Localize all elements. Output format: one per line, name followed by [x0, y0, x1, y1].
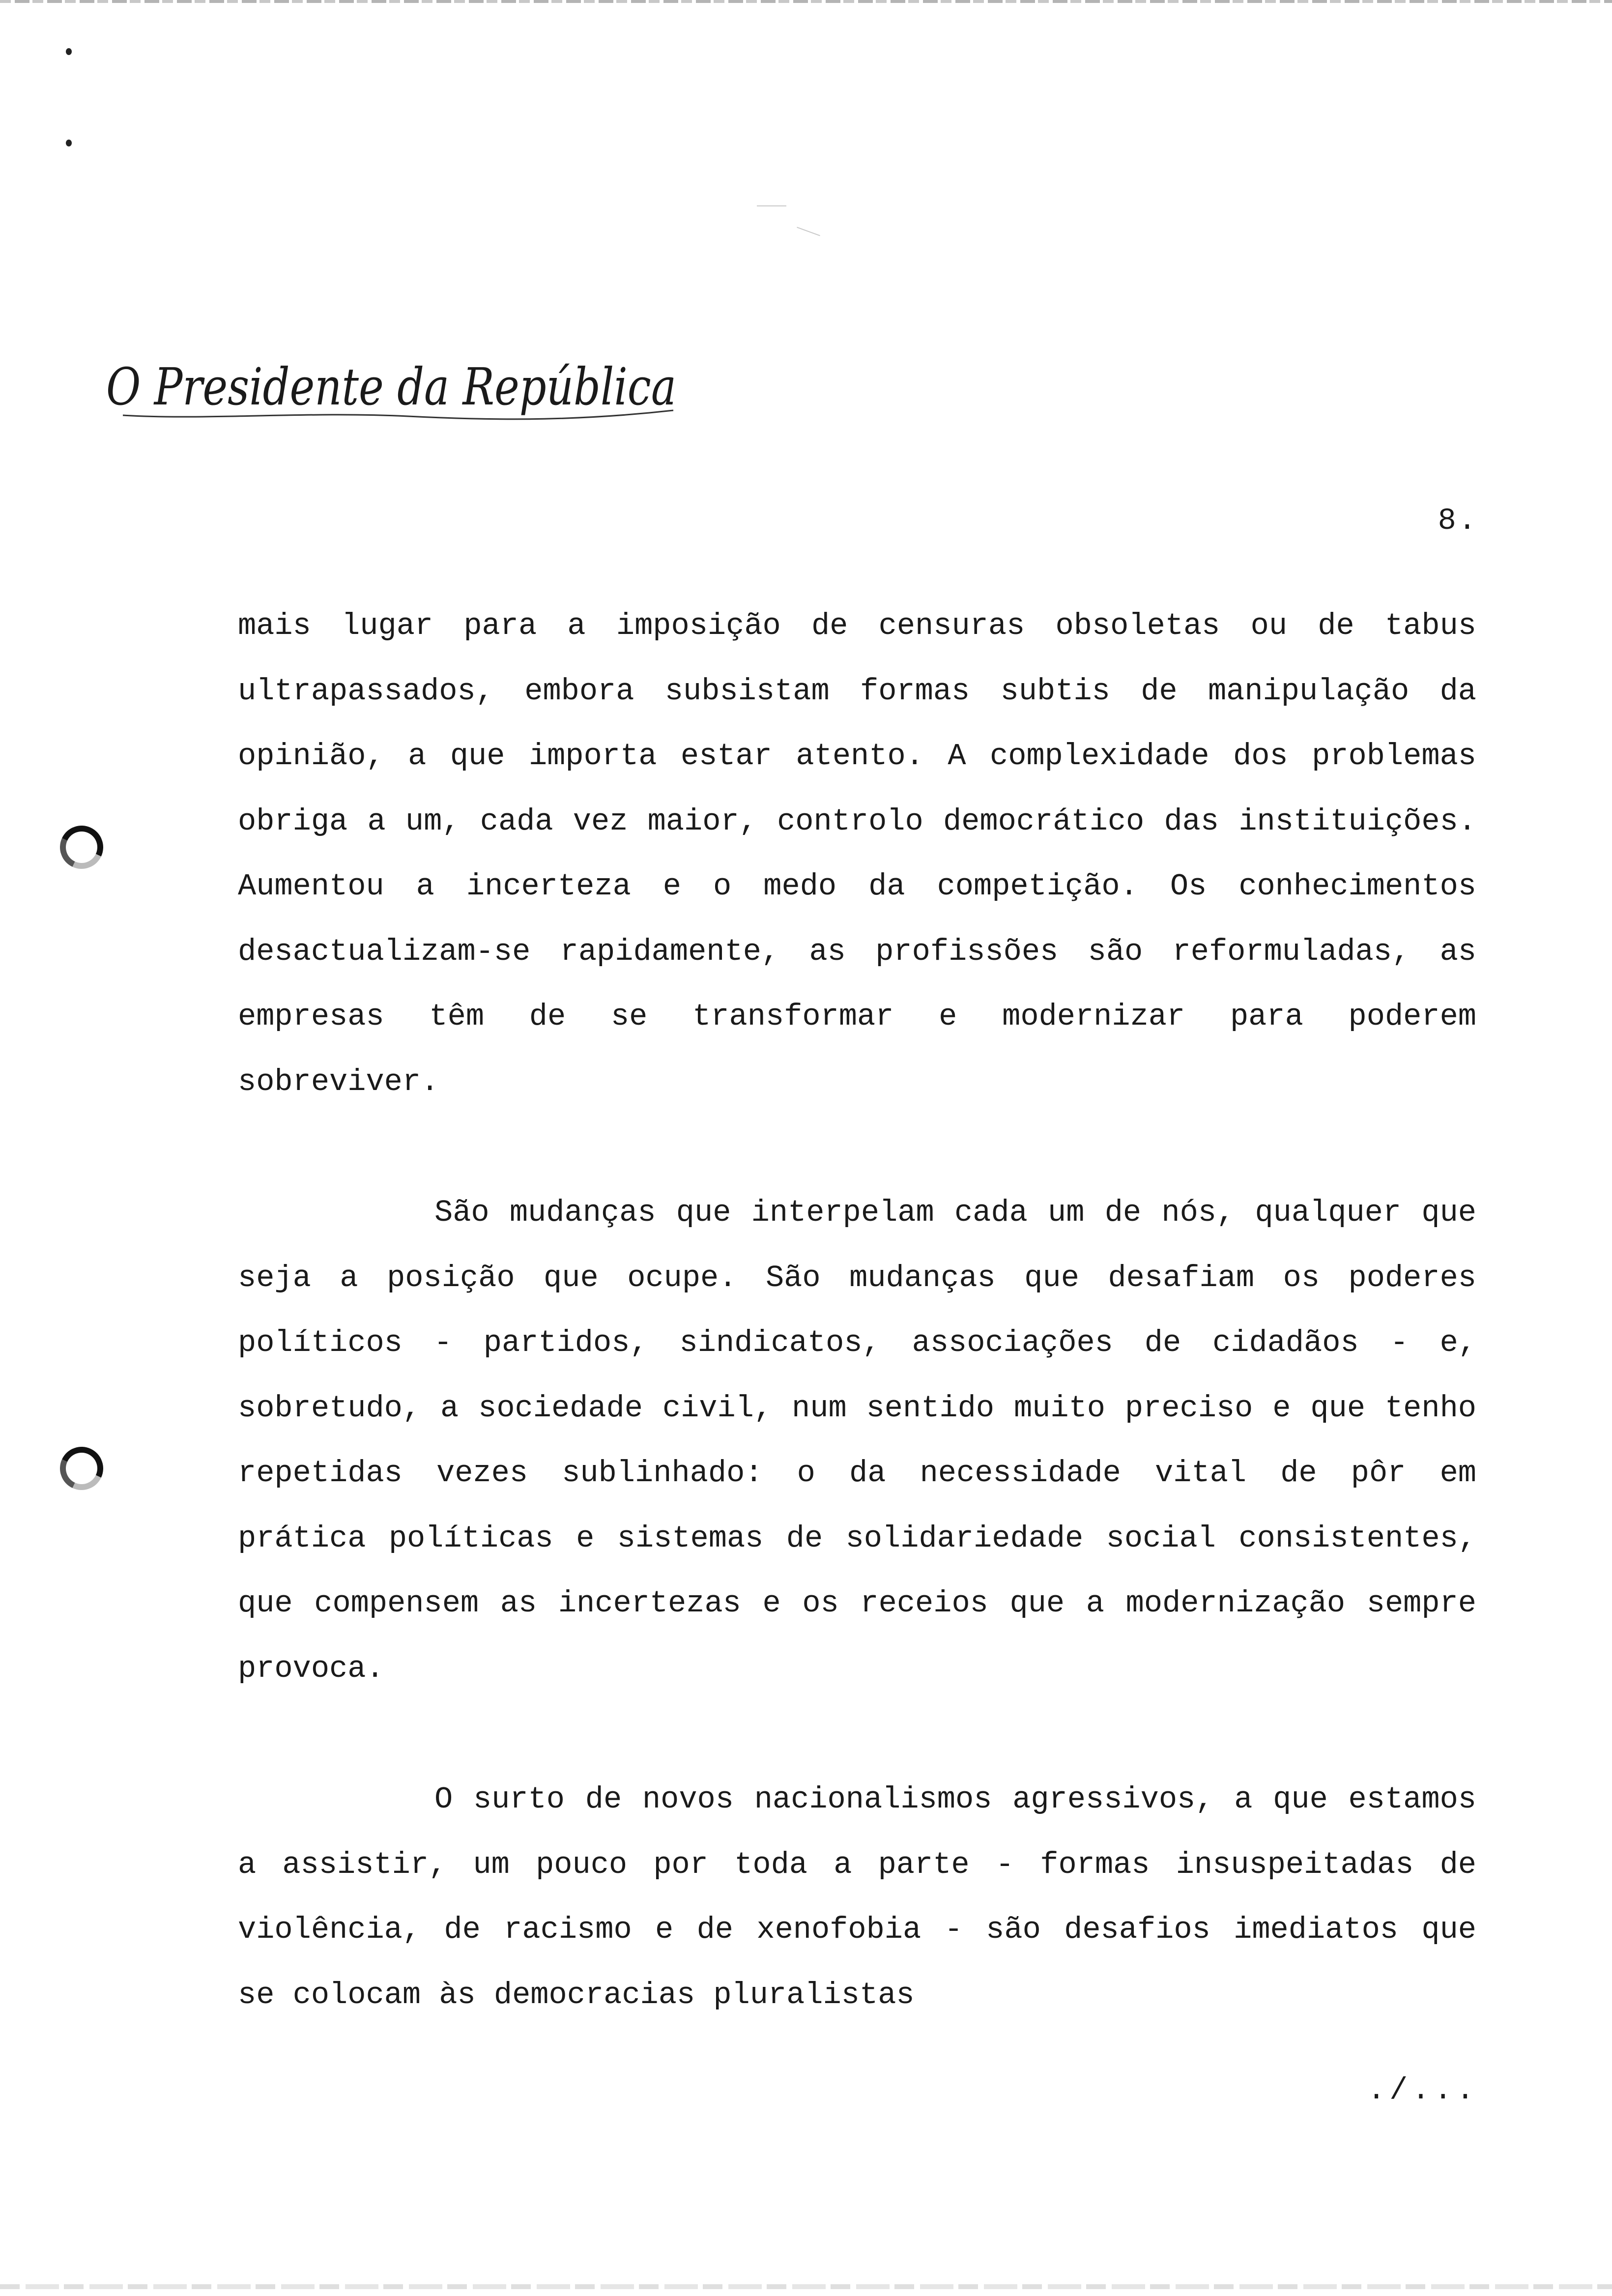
paragraph: São mudanças que interpelam cada um de nós, qualquer que seja a posição que ocupe. São mudanças que desafiam os poderes políticos - partidos, sindicatos, associações de cidadãos - e, sobretudo, a sociedade civil, num sentido muito preciso e que tenho repetidas vezes sublinhado: o da necessidade vital de pôr em prática políticas e sistemas de solidariedade social consistentes, que compensem as incertezas e os receios que a modernização sempre provoca.: [238, 1195, 1476, 1686]
page-number: 8.: [1438, 503, 1478, 538]
letterhead-text: O Presidente da República: [106, 357, 676, 417]
continuation-mark: ./...: [1367, 2073, 1478, 2108]
paragraph: O surto de novos nacionalismos agressivos, a que estamos a assistir, um pouco por toda a parte - formas insuspeitadas de violência, de racismo e de xenofobia - são desafios imediatos que se colocam às democracias pluralistas: [238, 1782, 1476, 2012]
scan-mark: [757, 205, 786, 206]
letterhead-script-logo: [103, 346, 683, 430]
letter-body: [238, 594, 1476, 2028]
scan-speck: [66, 48, 72, 55]
scan-speck: [66, 140, 72, 146]
scan-bottom-edge: [0, 2284, 1612, 2289]
punch-hole: [54, 1441, 110, 1496]
paragraph: mais lugar para a imposição de censuras obsoletas ou de tabus ultrapassados, embora subsistam formas subtis de manipulação da opinião, a que importa estar atento. A complexidade dos problemas obriga a um, cada vez maior, controlo democrático das instituições. Aumentou a incerteza e o medo da competição. Os conhecimentos desactualizam-se rapidamente, as profissões são reformuladas, as empresas têm de se transformar e modernizar para poderem sobreviver.: [238, 608, 1476, 1099]
letterhead-signature: [103, 346, 683, 430]
scan-mark: [797, 227, 820, 236]
punch-hole: [54, 820, 110, 875]
scan-top-edge: [0, 0, 1612, 3]
